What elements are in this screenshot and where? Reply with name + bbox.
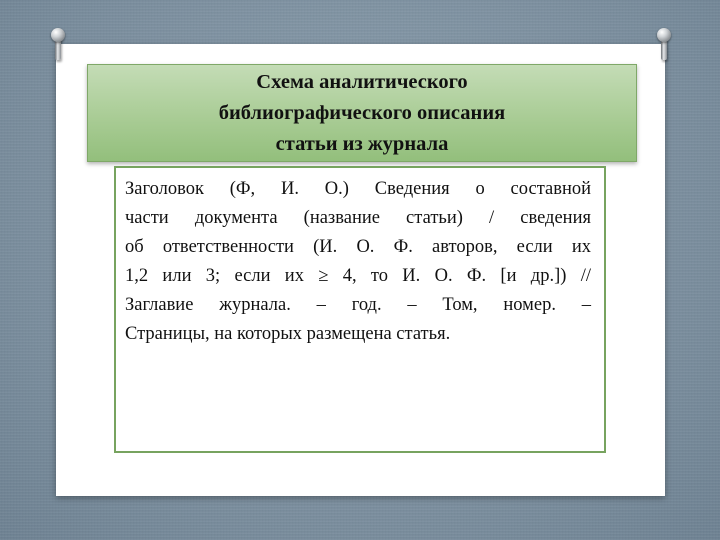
body-line: части документа (название статьи) / сведения: [125, 208, 591, 228]
pushpin-left-icon: [51, 28, 65, 62]
title-line: Схема аналитического: [256, 71, 468, 93]
body-line: Заголовок (Ф, И. О.) Сведения о составной: [125, 179, 591, 199]
title-line: библиографического описания: [218, 102, 506, 124]
body-line: об ответственности (И. О. Ф. авторов, если их: [125, 237, 591, 257]
pushpin-right-icon: [657, 28, 671, 62]
body-line: Страницы, на которых размещена статья.: [125, 324, 451, 344]
title-box: [87, 64, 637, 162]
body-line: 1,2 или 3; если их ≥ 4, то И. О. Ф. [и др.]) //: [125, 266, 591, 286]
body-line: Заглавие журнала. – год. – Том, номер. –: [125, 295, 591, 315]
content-box: [114, 166, 606, 453]
title-line: статьи из журнала: [275, 133, 449, 155]
